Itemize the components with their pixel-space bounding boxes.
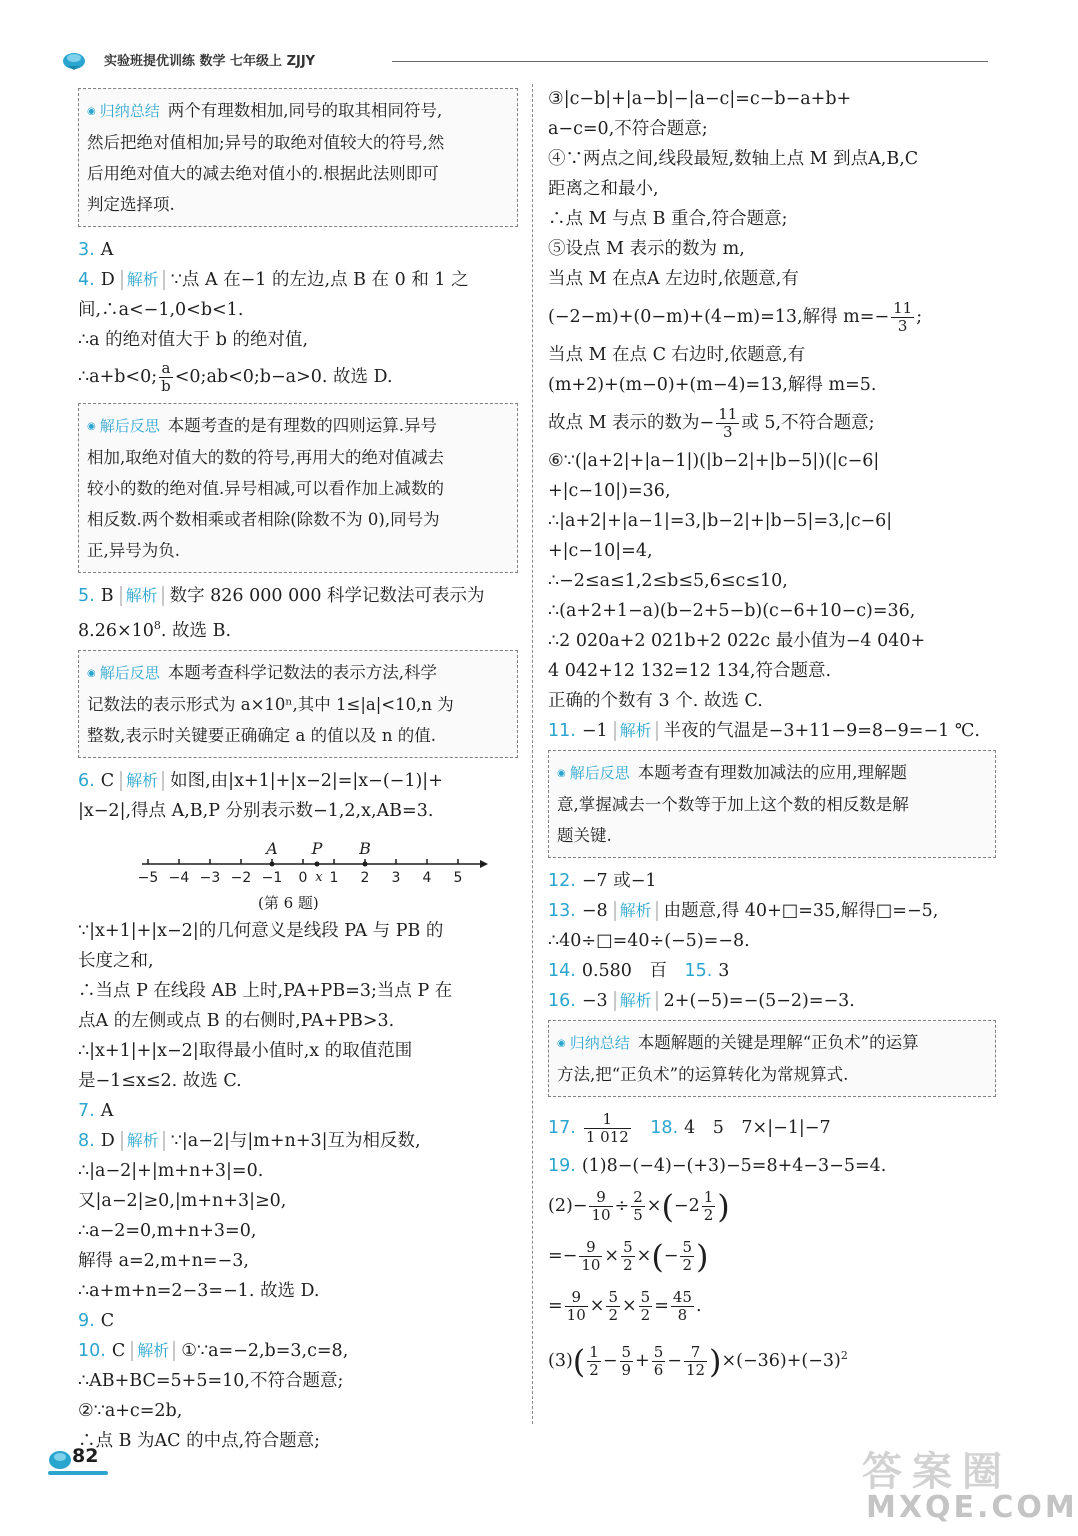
point-marker — [363, 861, 368, 866]
note-text: 正,异号为负. — [87, 541, 180, 560]
solution-line: ∴|a−2|+|m+n+3|=0. — [78, 1160, 264, 1181]
solution-line: 又|a−2|≥0,|m+n+3|≥0, — [78, 1190, 287, 1211]
solution-line: ∴a−2=0,m+n+3=0, — [78, 1220, 257, 1241]
left-column — [78, 84, 518, 1456]
note-tag-reflection: ◉ 解后反思 — [557, 758, 630, 789]
solution-line: +|c−10|)=36, — [548, 481, 671, 501]
tick-label: 5 — [453, 869, 463, 886]
analysis-tag: 解析 — [121, 270, 165, 290]
solution-line: 是−1≤x≤2. 故选 C. — [78, 1070, 242, 1091]
point-marker — [270, 861, 275, 866]
figure-caption: (第 6 题) — [258, 893, 319, 912]
tick-label: 2 — [360, 869, 370, 886]
solution-line: ∴2 020a+2 021b+2 022c 最小值为−4 040+ — [548, 631, 926, 651]
column-divider — [532, 84, 533, 1424]
solution-line: (2)− $\frac{9}{10}$ ÷ $\frac{2}{5}$ ×(−2 $\frac{1}{2}$ ) — [548, 1187, 730, 1226]
tick-label: 0 — [298, 869, 308, 886]
solution-line: 当点 M 在点 C 右边时,依题意,有 — [548, 345, 806, 365]
solution-line: ∴点 B 为AC 的中点,符合题意; — [78, 1430, 321, 1451]
watermark-glyph: 案 — [912, 1449, 952, 1495]
solution-line: 故点 M 表示的数为− $\frac{11}{3}$ 或 5,不符合题意; — [548, 405, 875, 441]
solution-line: (m+2)+(m−0)+(m−4)=13,解得 m=5. — [548, 375, 877, 395]
solution-line: = $\frac{9}{10}$ × $\frac{5}{2}$ × $\frac{5}{2}$ = $\frac{45}{8}$ . — [548, 1288, 702, 1324]
analysis-tag: 解析 — [614, 901, 658, 921]
note-text: 意,掌握减去一个数等于加上这个数的相反数是解 — [557, 795, 909, 814]
number-line-figure — [78, 826, 518, 916]
solution-line: 解得 a=2,m+n=−3, — [78, 1250, 249, 1271]
note-text: 整数,表示时关键要正确确定 a 的值以及 n 的值. — [87, 725, 436, 745]
watermark-text: MXQE.COM — [866, 1490, 1078, 1525]
answer-16: 16. −3 解析 2+(−5)=−(5−2)=−3. — [548, 991, 855, 1011]
solution-line: 距离之和最小, — [548, 179, 659, 199]
note-text: 判定选择项. — [87, 195, 175, 214]
watermark — [858, 1438, 1078, 1528]
book-logo-icon — [62, 50, 86, 70]
analysis-tag: 解析 — [120, 771, 164, 791]
right-column — [548, 84, 996, 1386]
watermark-glyph: 圈 — [962, 1449, 1002, 1495]
note-text: 相反数.两个数相乘或者相除(除数不为 0),同号为 — [87, 510, 440, 529]
note-text: 较小的数的绝对值.异号相减,可以看作加上减数的 — [87, 479, 444, 498]
answer-8: 8. D 解析 ∵|a−2|与|m+n+3|互为相反数, ∴|a−2|+|m+n+3|=0. 又|a−2|≥0,|m+n+3|≥0, ∴a−2=0,m+n+3=0, 解得 a=2,m+n=−3, ∴a+m+n=2−3=−1. 故选 D. — [78, 1126, 518, 1306]
solution-line: ∴点 M 与点 B 重合,符合题意; — [548, 209, 788, 229]
solution-line: (3)( $\frac{1}{2}$ − $\frac{5}{9}$ + $\frac{5}{6}$ − $\frac{7}{12}$ )$\times(-36)+(-3)^2$ — [548, 1342, 848, 1381]
solution-line: ②∵a+c=2b, — [78, 1400, 183, 1421]
note-text: 题关键. — [557, 826, 612, 845]
analysis-tag: 解析 — [131, 1341, 175, 1361]
tick-label: 1 — [329, 869, 339, 886]
page-header — [62, 48, 988, 76]
answer-5: 5. B 解析 数字 826 000 000 科学记数法可表示为 $8.26\times 10^8$. 故选 B. — [78, 586, 485, 641]
point-marker — [314, 861, 319, 866]
solution-line: 当点 M 在点A 左边时,依题意,有 — [548, 269, 799, 289]
reflection-note-box: ◉ 解后反思 本题考查有理数加减法的应用,理解题 意,掌握减去一个数等于加上这个数的相反数是解 题关键. — [548, 750, 996, 858]
solution-line: ∴|x+1|+|x−2|取得最小值时,x 的取值范围 — [78, 1040, 413, 1061]
note-text: 记数法的表示形式为 a×10ⁿ,其中 1≤|a|<10,n 为 — [87, 694, 454, 714]
solution-line: ③|c−b|+|a−b|−|a−c|=c−b−a+b+ — [548, 89, 852, 109]
solution-line: ∴a+m+n=2−3=−1. 故选 D. — [78, 1280, 320, 1301]
reflection-note-box: ◉ 解后反思 本题考查的是有理数的四则运算.异号 相加,取绝对值大的数的符号,再用大的绝对值减去 较小的数的绝对值.异号相减,可以看作加上减数的 相反数.两个数相乘或者相除(除数不为 0),同号为 正,异号为负. — [78, 403, 518, 573]
solution-line: ∴40÷□=40÷(−5)=−8. — [548, 931, 750, 951]
point-label: B — [359, 838, 371, 858]
note-text: 两个有理数相加,同号的取其相同符号, — [167, 101, 443, 120]
solution-line: ∴当点 P 在线段 AB 上时,PA+PB=3;当点 P 在 — [78, 980, 453, 1001]
solution-line: ∴a 的绝对值大于 b 的绝对值, — [78, 330, 309, 350]
solution-line: ④∵两点之间,线段最短,数轴上点 M 到点A,B,C — [548, 149, 919, 169]
answer-12: 12. −7 或−1 — [548, 871, 657, 891]
answer-11: 11. −1 解析 半夜的气温是−3+11−9=8−9=−1 ℃. — [548, 721, 980, 741]
solution-line: ∴|a+2|+|a−1|=3,|b−2|+|b−5|=3,|c−6| — [548, 511, 893, 531]
tick-label: −2 — [230, 869, 252, 886]
note-text: 相加,取绝对值大的数的符号,再用大的绝对值减去 — [87, 448, 444, 467]
point-label: A — [266, 838, 278, 858]
analysis-tag: 解析 — [120, 586, 164, 606]
reflection-note-box: ◉ 解后反思 本题考查科学记数法的表示方法,科学 记数法的表示形式为 a×10ⁿ,其中 1≤|a|<10,n 为 整数,表示时关键要正确确定 a 的值以及 n 的值. — [78, 650, 518, 758]
summary-note-box — [78, 88, 518, 227]
book-logo-icon — [48, 1447, 72, 1471]
solution-line: +|c−10|=4, — [548, 541, 653, 561]
solution-line: 间,∴a<−1,0<b<1. — [78, 300, 244, 320]
solution-line: ∴a+b<0; $\frac{a}{b}$ <0;ab<0;b−a>0. 故选 D. — [78, 359, 393, 395]
page-number-badge — [48, 1443, 108, 1475]
solution-line: 正确的个数有 3 个. 故选 C. — [548, 691, 763, 711]
summary-note-box: ◉ 归纳总结 本题解题的关键是理解“正负术”的运算 方法,把“正负术”的运算转化为常规算式. — [548, 1020, 996, 1097]
analysis-tag: 解析 — [614, 991, 658, 1011]
solution-line: (−2−m)+(0−m)+(4−m)=13,解得 m=− $\frac{11}{3}$ ; — [548, 299, 923, 335]
tick-label: 3 — [391, 869, 401, 886]
note-tag-reflection: ◉ 解后反思 — [87, 658, 160, 689]
solution-line: ⑤设点 M 表示的数为 m, — [548, 239, 745, 259]
header-rule — [392, 61, 988, 62]
tick-label: −3 — [199, 869, 221, 886]
answer-3: 3. A — [78, 240, 114, 260]
answer-6: 6. C 解析 如图,由|x+1|+|x−2|=|x−(−1)|+ |x−2|,得点 A,B,P 分别表示数−1,2,x,AB=3. −5 −4 −3 −2 −1 0 1 2 3 4 5 A P B x (第 6 题) ∵|x+1|+|x−2|的几何意义是线段 PA 与 PB 的 长度之和, ∴当点 P 在线段 AB 上时,PA+PB=3;当点 P 在 点A 的左侧或点 B 的右侧时,PA+PB>3. ∴|x+1|+|x−2|取得最小值时,x 的取值范围 是−1≤x≤2. 故选 C. — [78, 766, 518, 1096]
number-line — [128, 826, 488, 890]
analysis-tag: 解析 — [121, 1131, 165, 1151]
tick-label: −1 — [261, 869, 283, 886]
answer-10-continued — [548, 84, 996, 716]
solution-line: a−c=0,不符合题意; — [548, 119, 708, 139]
tick-label: −5 — [137, 869, 159, 886]
watermark-glyph: 答 — [862, 1449, 902, 1495]
solution-line: =− $\frac{9}{10}$ × $\frac{5}{2}$ ×(− $\frac{5}{2}$ ) — [548, 1237, 709, 1276]
answer-10: 10. C 解析 ①∵a=−2,b=3,c=8, ∴AB+BC=5+5=10,不符合题意; ②∵a+c=2b, ∴点 B 为AC 的中点,符合题意; — [78, 1336, 518, 1456]
note-text: 后用绝对值大的减去绝对值小的.根据此法则即可 — [87, 164, 439, 183]
page-number-underline — [48, 1471, 108, 1475]
solution-line: 4 042+12 132=12 134,符合题意. — [548, 661, 832, 681]
point-label: P — [311, 838, 323, 858]
point-x-label: x — [315, 869, 323, 885]
solution-line: ∴(a+2+1−a)(b−2+5−b)(c−6+10−c)=36, — [548, 601, 916, 621]
note-text: 方法,把“正负术”的运算转化为常规算式. — [557, 1065, 849, 1084]
answer-13: 13. −8 解析 由题意,得 40+□=35,解得□=−5, ∴40÷□=40÷(−5)=−8. — [548, 896, 996, 956]
answer-4: 4. D 解析 ∵点 A 在−1 的左边,点 B 在 0 和 1 之 间,∴a<−1,0<b<1. ∴a 的绝对值大于 b 的绝对值, ∴a+b<0; $\frac{a}{b}$ <0;ab<0;b−a>0. 故选 D. — [78, 265, 518, 399]
page-number: 82 — [72, 1445, 99, 1467]
answer-9: 9. C — [78, 1310, 115, 1331]
tick-label: −4 — [168, 869, 190, 886]
header-title: 实验班提优训练 数学 七年级上 ZJJY — [104, 54, 316, 69]
solution-line: ∴−2≤a≤1,2≤b≤5,6≤c≤10, — [548, 571, 788, 591]
answer-7: 7. A — [78, 1100, 114, 1121]
solution-line: 点A 的左侧或点 B 的右侧时,PA+PB>3. — [78, 1010, 395, 1031]
analysis-tag: 解析 — [614, 721, 658, 741]
solution-line: |x−2|,得点 A,B,P 分别表示数−1,2,x,AB=3. — [78, 800, 434, 821]
note-tag-summary: ◉ 归纳总结 — [87, 96, 160, 127]
answer-19: 19. (1)8−(−4)−(+3)−5=8+4−3−5=4. (2)− $\frac{9}{10}$ ÷ $\frac{2}{5}$ ×(−2 $\frac{1}{2}$ ) =− $\frac{9}{10}$ × $\frac{5}{2}$ ×(− $\frac{5}{2}$ ) = $\frac{9}{10}$ × $\frac{5}{2}$ × $\frac{5}{2}$ = $\frac{45}{8}$ . (3)( $\frac{1}{2}$ − $\frac{5}{9}$ + $\frac{5}{6}$ − $\frac{7}{12}$ )$\times(-36)+(-3)^2$ — [548, 1151, 996, 1386]
note-tag-summary: ◉ 归纳总结 — [557, 1028, 630, 1059]
solution-line: 长度之和, — [78, 950, 154, 971]
solution-line: ∴AB+BC=5+5=10,不符合题意; — [78, 1370, 344, 1391]
note-tag-reflection: ◉ 解后反思 — [87, 411, 160, 442]
solution-line: ∵|x+1|+|x−2|的几何意义是线段 PA 与 PB 的 — [78, 920, 444, 941]
solution-line: ⑥∵(|a+2|+|a−1|)(|b−2|+|b−5|)(|c−6| — [548, 451, 880, 471]
note-text: 然后把绝对值相加;异号的取绝对值较大的符号,然 — [87, 133, 445, 152]
answer-17-18: 17. $\frac{1}{1 012}$ 18. 4 5 7×|−1|−7 — [548, 1110, 831, 1146]
tick-label: 4 — [422, 869, 432, 886]
answer-14-15: 14. 0.580 百 15. 3 — [548, 961, 730, 981]
